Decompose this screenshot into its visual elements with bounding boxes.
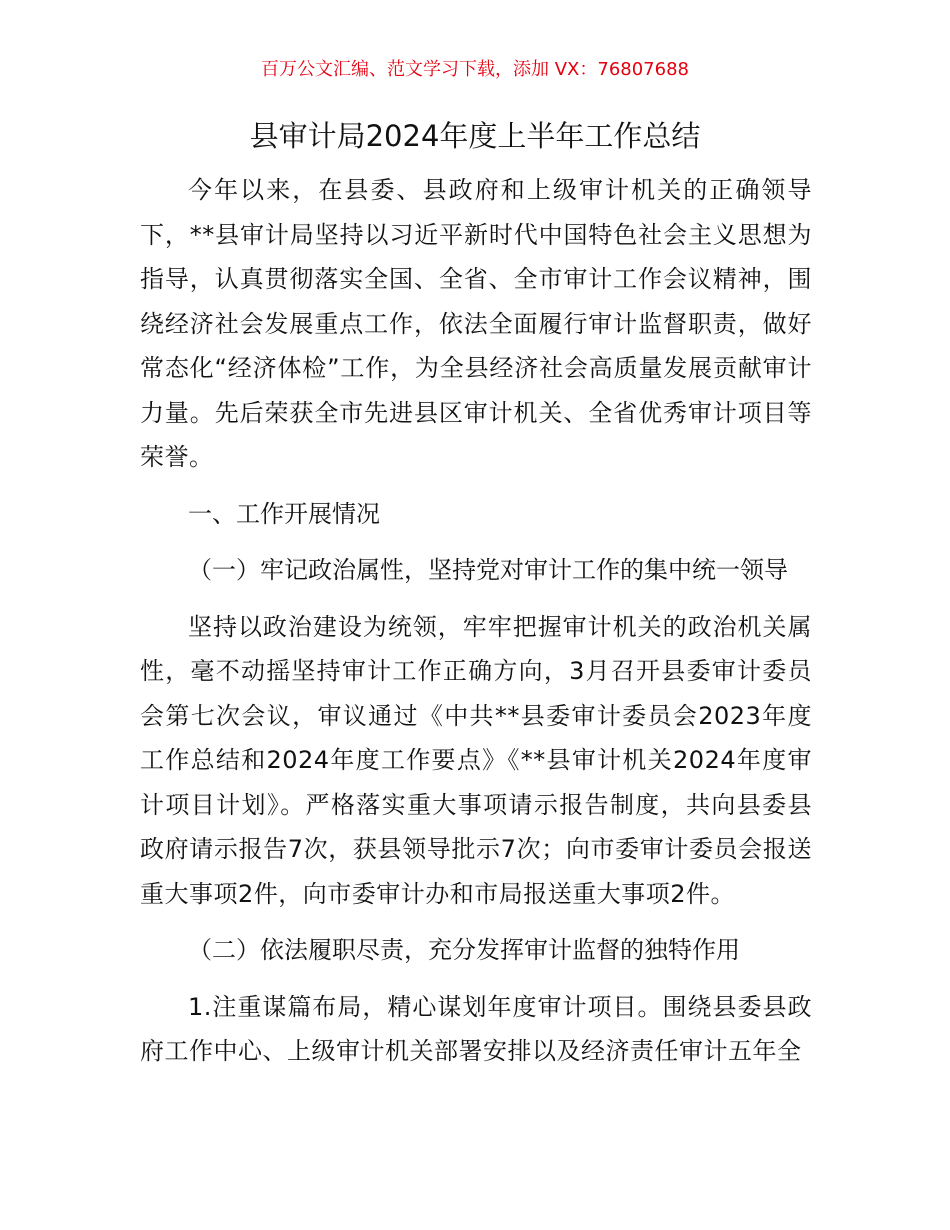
paragraph-gap: [140, 916, 812, 928]
document-body: [140, 168, 812, 1074]
subsection-heading-1: （一）牢记政治属性，坚持党对审计工作的集中统一领导: [188, 556, 788, 584]
intro-paragraph: 今年以来，在县委、县政府和上级审计机关的正确领导下，**县审计局坚持以习近平新时代中国特色社会主义思想为指导，认真贯彻落实全国、全省、全市审计工作会议精神，围绕经济社会发展重点工作，依法全面履行审计监督职责，做好常态化“经济体检”工作，为全县经济社会高质量发展贡献审计力量。先后荣获全市先进县区审计机关、全省优秀审计项目等荣誉。: [140, 176, 812, 471]
point-1-paragraph: 1.注重谋篇布局，精心谋划年度审计项目。围绕县委县政府工作中心、上级审计机关部署安排以及经济责任审计五年全: [140, 992, 812, 1065]
paragraph-gap: [140, 536, 812, 548]
paragraph-gap: [140, 480, 812, 492]
document-title: 县审计局2024年度上半年工作总结: [249, 119, 701, 153]
subsection-heading-2: （二）依法履职尽责，充分发挥审计监督的独特作用: [188, 936, 740, 964]
section-heading-1: 一、工作开展情况: [188, 499, 380, 528]
paragraph-gap: [140, 973, 812, 985]
subsection-1-paragraph: 坚持以政治建设为统领，牢牢把握审计机关的政治机关属性，毫不动摇坚持审计工作正确方向，3月召开县委审计委员会第七次会议，审议通过《中共**县委审计委员会2023年度工作总结和2024年度工作要点》《**县审计机关2024年度审计项目计划》。严格落实重大事项请示报告制度，共向县委县政府请示报告7次，获县领导批示7次；向市委审计委员会报送重大事项2件，向市委审计办和市局报送重大事项2件。: [140, 612, 812, 908]
watermark-header: 百万公文汇编、范文学习下载，添加 VX：76807688: [261, 59, 689, 80]
paragraph-gap: [140, 593, 812, 605]
